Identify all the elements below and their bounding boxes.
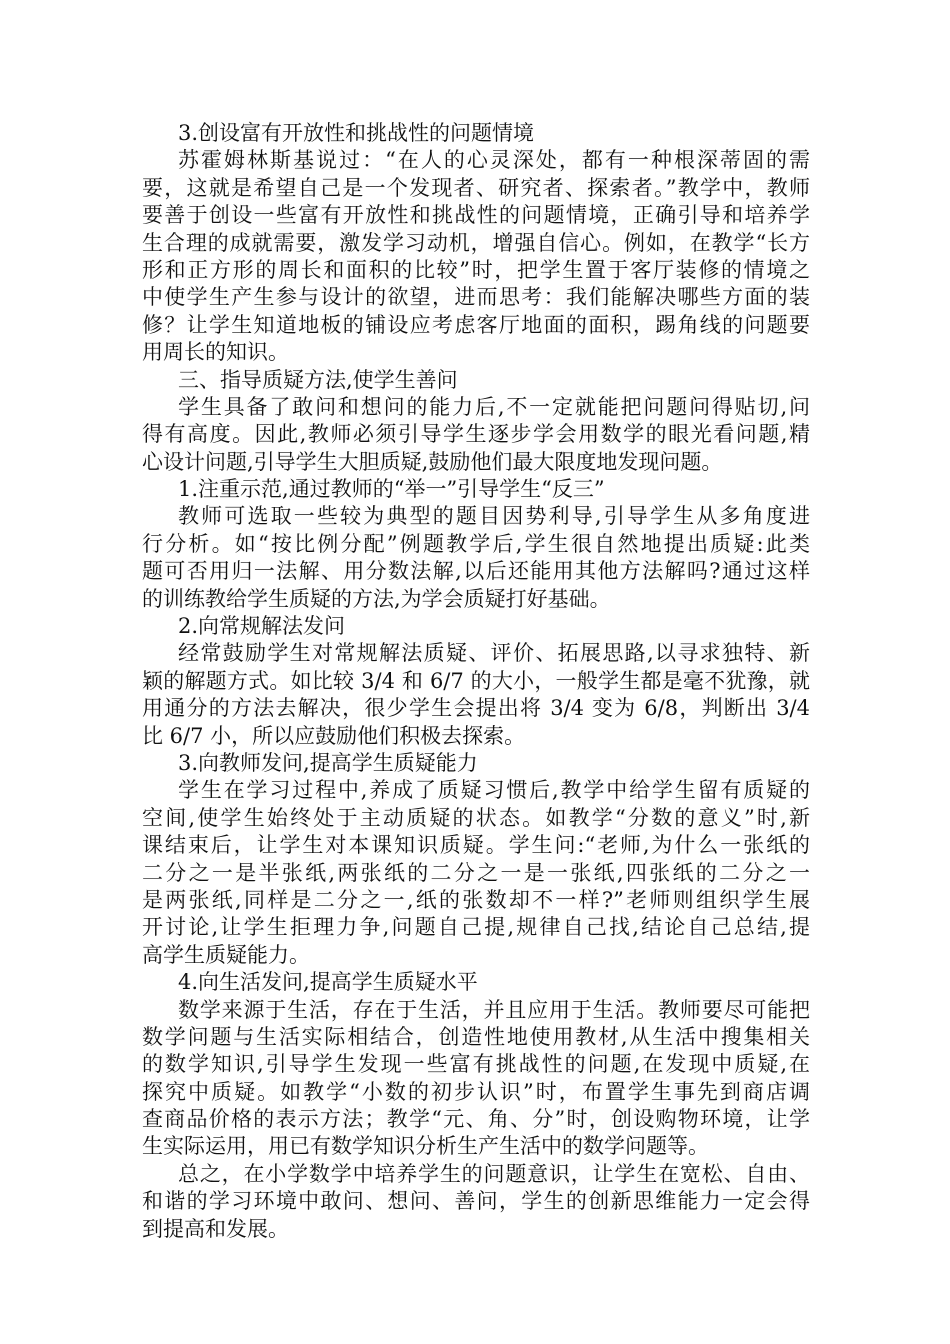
paragraph-para-ask-life: [142, 997, 810, 1161]
text-line: 探究中质疑。如教学“小数的初步认识”时，布置学生事先到商店调: [142, 1079, 810, 1104]
text-line: 比 6/7 小，所以应鼓励他们积极去探索。: [142, 723, 526, 748]
text-line: 三、指导质疑方法,使学生善问: [178, 367, 458, 392]
paragraph-para-ability: [142, 394, 810, 476]
paragraph-para-conclusion: [142, 1161, 810, 1243]
text-line: 苏霍姆林斯基说过：“在人的心灵深处，都有一种根深蒂固的需: [178, 148, 810, 173]
text-line: 行分析。如“按比例分配”例题教学后,学生很自然地提出质疑:此类: [142, 531, 810, 556]
paragraph-heading-3-ask-teacher: [142, 750, 810, 777]
text-line: 得有高度。因此,教师必须引导学生逐步学会用数学的眼光看问题,精: [142, 422, 810, 447]
text-line: 2.向常规解法发问: [178, 614, 346, 639]
text-line: 二分之一是半张纸,两张纸的二分之一是一张纸,四张纸的二分之一: [142, 860, 810, 885]
text-line: 开讨论,让学生拒理力争,问题自己提,规律自己找,结论自己总结,提: [142, 915, 810, 940]
text-line: 3.创设富有开放性和挑战性的问题情境: [178, 121, 535, 145]
paragraph-para-conventional: [142, 640, 810, 750]
text-line: 中使学生产生参与设计的欲望，进而思考：我们能解决哪些方面的装: [142, 285, 810, 310]
text-line: 要，这就是希望自己是一个发现者、研究者、探索者。”教学中，教师: [142, 175, 810, 200]
text-line: 课结束后，让学生对本课知识质疑。学生问:“老师,为什么一张纸的: [142, 833, 810, 858]
text-line: 经常鼓励学生对常规解法质疑、评价、拓展思路,以寻求独特、新: [178, 641, 810, 666]
text-line: 生合理的成就需要，激发学习动机，增强自信心。例如，在教学“长方: [142, 230, 810, 255]
paragraph-heading-section-three: [142, 367, 810, 394]
text-line: 空间,使学生始终处于主动质疑的状态。如教学“分数的意义”时,新: [142, 805, 810, 830]
text-line: 数学来源于生活，存在于生活，并且应用于生活。教师要尽可能把: [178, 997, 810, 1022]
text-line: 心设计问题,引导学生大胆质疑,鼓励他们最大限度地发现问题。: [142, 449, 723, 474]
text-line: 的训练教给学生质疑的方法,为学会质疑打好基础。: [142, 586, 611, 611]
text-line: 生实际运用，用已有数学知识分析生产生活中的数学问题等。: [142, 1134, 709, 1159]
text-line: 要善于创设一些富有开放性和挑战性的问题情境，正确引导和培养学: [142, 203, 810, 228]
text-line: 教师可选取一些较为典型的题目因势利导,引导学生从多角度进: [178, 504, 810, 529]
text-line: 用通分的方法去解决，很少学生会提出将 3/4 变为 6/8，判断出 3/4: [142, 696, 810, 721]
paragraph-heading-2-conventional: [142, 613, 810, 640]
paragraph-para-sukhomlinsky: [142, 147, 810, 366]
text-line: 和谐的学习环境中敢问、想问、善问，学生的创新思维能力一定会得: [142, 1189, 810, 1214]
paragraph-heading-3-create-situations: [142, 120, 810, 147]
text-line: 学生在学习过程中,养成了质疑习惯后,教学中给学生留有质疑的: [178, 778, 810, 803]
paragraph-para-typical-problems: [142, 503, 810, 613]
text-line: 1.注重示范,通过教师的“举一”引导学生“反三”: [178, 477, 605, 502]
text-line: 形和正方形的周长和面积的比较”时，把学生置于客厅装修的情境之: [142, 257, 810, 282]
paragraph-heading-4-ask-life: [142, 969, 810, 996]
text-line: 题可否用归一法解、用分数法解,以后还能用其他方法解吗?通过这样: [142, 559, 810, 584]
text-line: 总之，在小学数学中培养学生的问题意识，让学生在宽松、自由、: [178, 1161, 810, 1186]
paragraph-para-ask-teacher: [142, 777, 810, 969]
text-line: 到提高和发展。: [142, 1216, 289, 1241]
text-line: 高学生质疑能力。: [142, 942, 310, 967]
text-line: 颖的解题方式。如比较 3/4 和 6/7 的大小，一般学生都是毫不犹豫，就: [142, 668, 810, 693]
text-line: 用周长的知识。: [142, 340, 289, 365]
paragraph-heading-1-demonstration: [142, 476, 810, 503]
text-line: 3.向教师发问,提高学生质疑能力: [178, 750, 478, 775]
text-line: 学生具备了敢问和想问的能力后,不一定就能把问题问得贴切,问: [178, 394, 810, 419]
text-line: 4.向生活发问,提高学生质疑水平: [178, 970, 478, 995]
document-page: [142, 120, 810, 1243]
text-line: 查商品价格的表示方法；教学“元、角、分”时，创设购物环境，让学: [142, 1107, 810, 1132]
text-line: 的数学知识,引导学生发现一些富有挑战性的问题,在发现中质疑,在: [142, 1052, 810, 1077]
text-line: 是两张纸,同样是二分之一,纸的张数却不一样?”老师则组织学生展: [142, 887, 810, 912]
text-line: 修？让学生知道地板的铺设应考虑客厅地面的面积，踢角线的问题要: [142, 312, 810, 337]
text-line: 数学问题与生活实际相结合，创造性地使用教材,从生活中搜集相关: [142, 1024, 810, 1049]
